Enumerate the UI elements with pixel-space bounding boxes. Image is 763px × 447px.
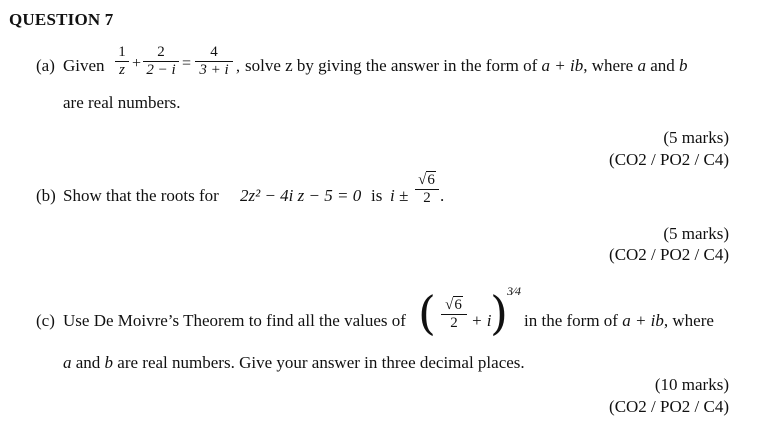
fraction-two-over-two-minus-i: 2 2 − i bbox=[142, 44, 180, 79]
part-b-root-fraction: √6 2 bbox=[414, 172, 440, 207]
part-c-exponent: 3⁄4 bbox=[507, 284, 522, 298]
fraction-four-over-three-plus-i: 4 3 + i bbox=[194, 44, 234, 79]
part-b-root-prefix: i ± bbox=[390, 186, 409, 205]
part-c-label: (c) bbox=[36, 311, 55, 330]
part-b-label: (b) bbox=[36, 186, 56, 205]
part-b-equation: 2z² − 4i z − 5 = 0 bbox=[240, 186, 362, 205]
sqrt-icon: √6 bbox=[418, 172, 435, 188]
question-title: QUESTION 7 bbox=[9, 10, 114, 29]
part-a-marks: (5 marks) bbox=[663, 128, 729, 147]
part-c-marks: (10 marks) bbox=[654, 375, 729, 394]
part-a-line1: solve z by giving the answer in the form of a + ib, where a and b bbox=[245, 56, 688, 75]
part-c-line1-rest: in the form of a + ib, where bbox=[524, 311, 714, 330]
right-paren: ) bbox=[490, 286, 508, 340]
part-b-text: Show that the roots for bbox=[63, 186, 219, 205]
sqrt-icon: √6 bbox=[445, 297, 462, 313]
part-c-line2: a and b are real numbers. Give your answer in three decimal places. bbox=[63, 353, 525, 372]
part-c-text: Use De Moivre’s Theorem to find all the values of bbox=[63, 311, 406, 330]
part-b-is: is bbox=[371, 186, 383, 205]
left-paren: ( bbox=[418, 286, 436, 340]
part-c-outcomes: (CO2 / PO2 / C4) bbox=[609, 397, 729, 416]
part-a-line2: are real numbers. bbox=[63, 93, 181, 112]
part-b-marks: (5 marks) bbox=[663, 224, 729, 243]
part-a-outcomes: (CO2 / PO2 / C4) bbox=[609, 150, 729, 169]
part-a-lead: Given bbox=[63, 56, 105, 75]
part-a-label: (a) bbox=[36, 56, 55, 75]
part-b-outcomes: (CO2 / PO2 / C4) bbox=[609, 245, 729, 264]
fraction-one-over-z: 1 z bbox=[114, 44, 130, 79]
part-c-inner-fraction: √6 2 bbox=[440, 297, 468, 332]
